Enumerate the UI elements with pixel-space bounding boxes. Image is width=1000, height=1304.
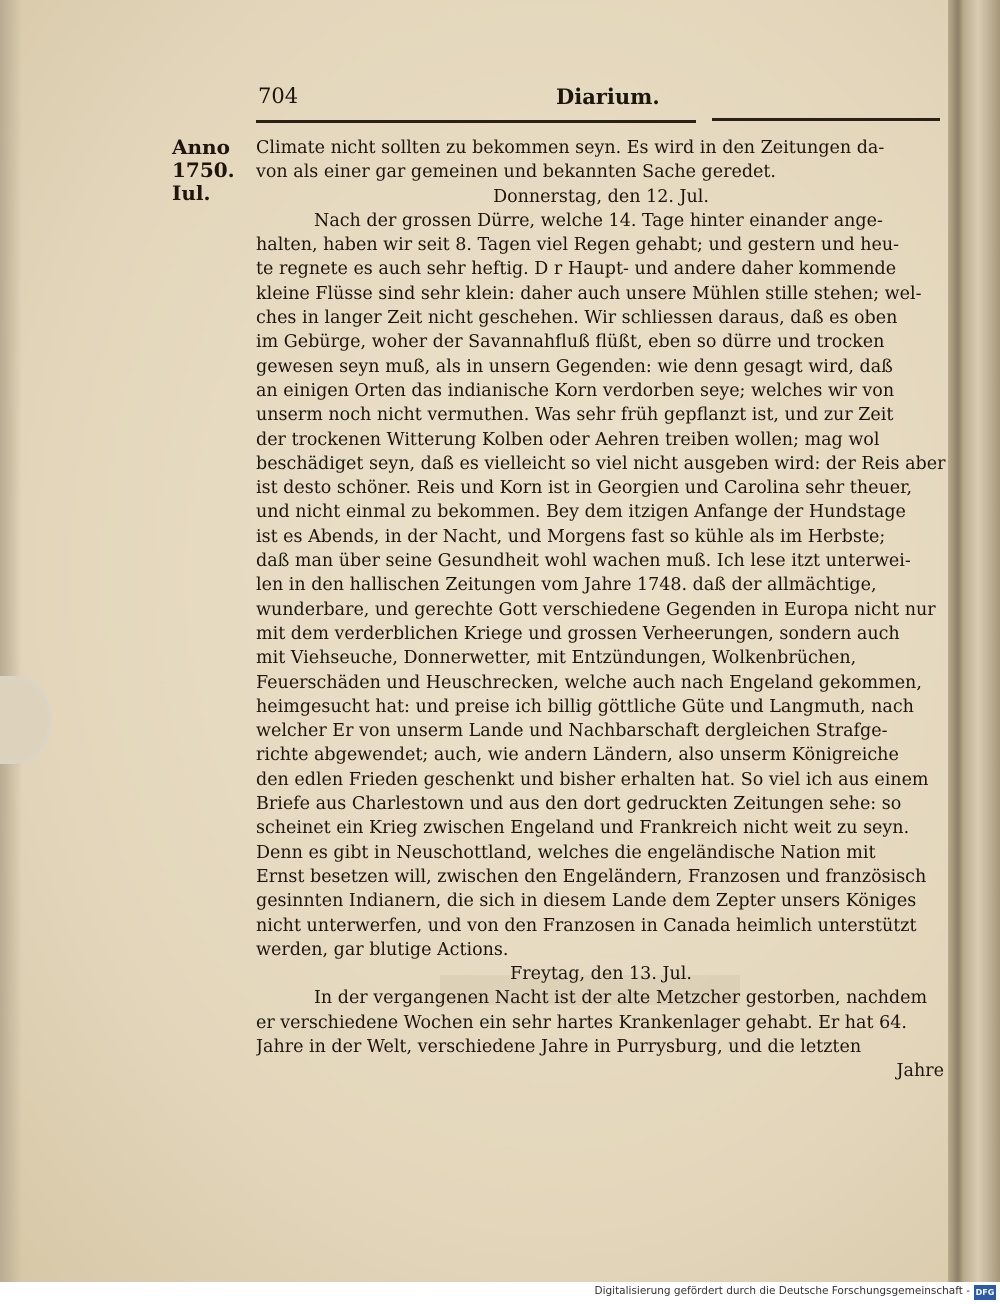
margin-note <box>172 136 254 205</box>
text-line: Nach der grossen Dürre, welche 14. Tage hinter einander ange- <box>314 210 883 231</box>
text-line: te regnete es auch sehr heftig. D r Haupt- und andere daher kommende <box>256 259 897 280</box>
text-line: gesinnten Indianern, die sich in diesem Lande dem Zepter unsers Königes <box>256 891 917 912</box>
text-line: ist desto schöner. Reis und Korn ist in Georgien und Carolina sehr theuer, <box>256 478 913 499</box>
text-line: Briefe aus Charlestown und aus den dort gedruckten Zeitungen sehe: so <box>256 794 902 815</box>
footer-bar <box>0 1282 1000 1304</box>
running-title: Diarium. <box>556 84 660 109</box>
text-line: richte abgewendet; auch, wie andern Ländern, also unserm Königreiche <box>256 745 899 766</box>
text-line: im Gebürge, woher der Savannahfluß flüßt, eben so dürre und trocken <box>256 332 885 353</box>
text-line: werden, gar blutige Actions. <box>256 939 509 960</box>
text-line: wunderbare, und gerechte Gott verschiedene Gegenden in Europa nicht nur <box>256 599 936 620</box>
header-rule-left <box>256 120 696 123</box>
date-heading: Freytag, den 13. Jul. <box>510 964 692 985</box>
text-line: den edlen Frieden geschenkt und bisher erhalten hat. So viel ich aus einem <box>256 769 929 790</box>
text-line: halten, haben wir seit 8. Tagen viel Regen gehabt; und gestern und heu- <box>256 235 900 256</box>
margin-line: 1750. <box>172 158 235 182</box>
text-line: an einigen Orten das indianische Korn verdorben seye; welches wir von <box>256 380 895 401</box>
text-line: Feuerschäden und Heuschrecken, welche auch nach Engeland gekommen, <box>256 672 922 693</box>
text-line: Jahre in der Welt, verschiedene Jahre in Purrysburg, und die letzten <box>256 1036 862 1057</box>
text-line: ches in langer Zeit nicht geschehen. Wir schliessen daraus, daß es oben <box>256 308 898 329</box>
page-tab-mark <box>0 676 51 764</box>
page-number: 704 <box>258 84 299 108</box>
body-text <box>256 136 946 1084</box>
text-line: nicht unterwerfen, und von den Franzosen in Canada heimlich unterstützt <box>256 915 917 936</box>
text-line: gewesen seyn muß, als in unsern Gegenden: wie denn gesagt wird, daß <box>256 356 893 377</box>
text-line: Jahre <box>896 1061 944 1082</box>
footer-credit: Digitalisierung gefördert durch die Deutsche Forschungsgemeinschaft - <box>594 1285 970 1297</box>
margin-line: Anno <box>172 135 230 159</box>
text-line: welcher Er von unserm Lande und Nachbarschaft dergleichen Strafge- <box>256 721 888 742</box>
page-edge-stack <box>948 0 1000 1282</box>
text-line: ist es Abends, in der Nacht, und Morgens fast so kühle als im Herbste; <box>256 526 886 547</box>
text-line: Denn es gibt in Neuschottland, welches die engeländische Nation mit <box>256 842 876 863</box>
header-rule-right <box>712 118 940 121</box>
text-line: unserm noch nicht vermuthen. Was sehr früh gepflanzt ist, und zur Zeit <box>256 405 894 426</box>
text-line: mit dem verderblichen Kriege und grossen Verheerungen, sondern auch <box>256 623 900 644</box>
text-line: von als einer gar gemeinen und bekannten Sache geredet. <box>256 162 776 183</box>
gutter-shadow <box>0 0 22 1282</box>
text-line: heimgesucht hat: und preise ich billig göttliche Güte und Langmuth, nach <box>256 696 914 717</box>
date-heading: Donnerstag, den 12. Jul. <box>493 186 709 207</box>
text-line: Ernst besetzen will, zwischen den Engeländern, Franzosen und französisch <box>256 866 927 887</box>
text-line: In der vergangenen Nacht ist der alte Metzcher gestorben, nachdem <box>314 988 928 1009</box>
text-line: beschädiget seyn, daß es vielleicht so viel nicht ausgeben wird: der Reis aber <box>256 453 946 474</box>
text-line: len in den hallischen Zeitungen vom Jahre 1748. daß der allmächtige, <box>256 575 877 596</box>
text-line: kleine Flüsse sind sehr klein: daher auch unsere Mühlen stille stehen; wel- <box>256 283 922 304</box>
dfg-logo: DFG <box>974 1285 996 1300</box>
text-line: er verschiedene Wochen ein sehr hartes Krankenlager gehabt. Er hat 64. <box>256 1012 907 1033</box>
text-line: Climate nicht sollten zu bekommen seyn. Es wird in den Zeitungen da- <box>256 138 885 158</box>
text-line: mit Viehseuche, Donnerwetter, mit Entzündungen, Wolkenbrüchen, <box>256 648 857 669</box>
margin-line: Iul. <box>172 181 211 205</box>
text-line: der trockenen Witterung Kolben oder Aehren treiben wollen; mag wol <box>256 429 880 450</box>
text-line: scheinet ein Krieg zwischen Engeland und Frankreich nicht weit zu seyn. <box>256 818 910 839</box>
text-line: und nicht einmal zu bekommen. Bey dem itzigen Anfange der Hundstage <box>256 502 906 523</box>
text-line: daß man über seine Gesundheit wohl wachen muß. Ich lese itzt unterwei- <box>256 551 911 572</box>
